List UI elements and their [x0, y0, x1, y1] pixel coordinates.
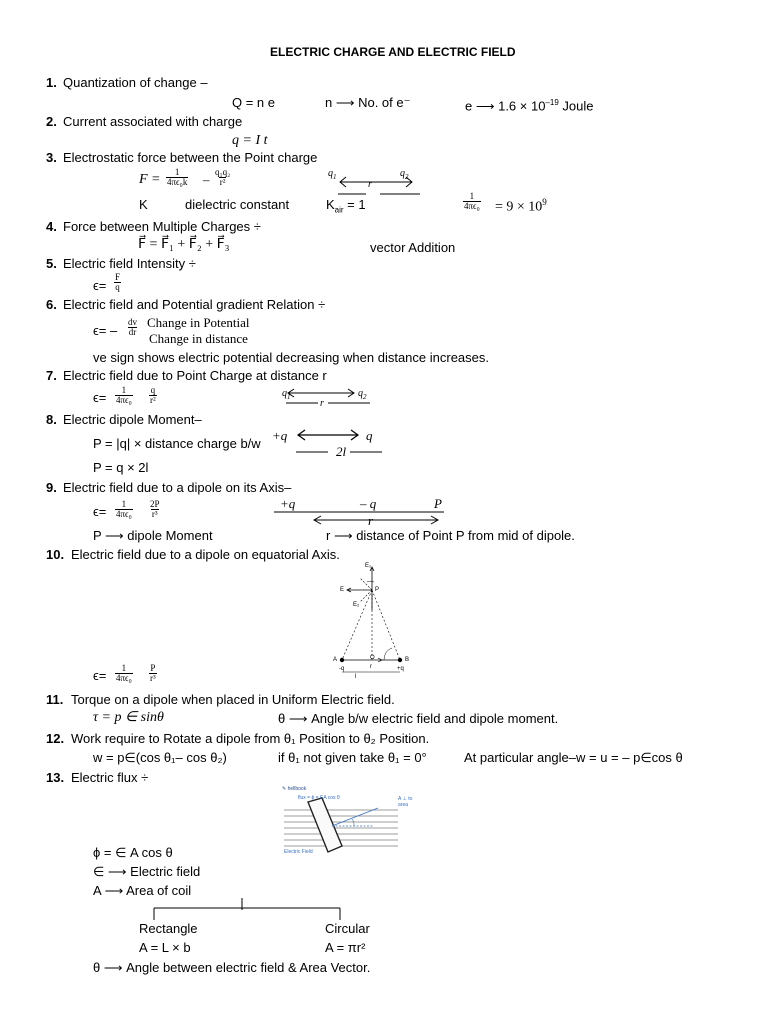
- denominator: 4πϵ₀: [116, 673, 132, 683]
- vector-addition-note: vector Addition: [370, 240, 456, 255]
- q2-label: $q_2$: [400, 168, 409, 181]
- fraction-1-over-4pi-e0-10: [115, 664, 133, 683]
- heading-13: Electric flux ÷: [71, 770, 149, 785]
- e-value: e ⟶ 1.6 × 10: [465, 98, 546, 114]
- fraction-q1q2-over-r2: [214, 168, 231, 187]
- heading-8: Electric dipole Moment–: [63, 412, 202, 427]
- plus-q-label: +q: [272, 428, 288, 443]
- eq-torque: τ = p ∈ sinθ: [93, 710, 164, 725]
- item-number-13: 13.: [46, 770, 65, 785]
- k-air: $K_{air} = 1$: [326, 197, 366, 215]
- circular-area-eq: A = πr²: [325, 940, 366, 955]
- eq-flux: ϕ = ∈ A cos θ: [93, 845, 173, 860]
- q1-label: $q_1$: [328, 168, 337, 181]
- item-number-1: 1.: [46, 75, 57, 90]
- area-def: A ⟶ Area of coil: [93, 883, 192, 898]
- epsilon-eq-10: ϵ=: [93, 668, 107, 683]
- theta-area-note: θ ⟶ Angle between electric field & Area Vector.: [93, 960, 371, 975]
- epsilon-eq-6: ϵ= –: [93, 323, 118, 338]
- fraction-1-over-4pi-e0k: [166, 168, 188, 187]
- e-definition: [465, 95, 594, 114]
- fig-l: l: [355, 674, 357, 680]
- e-exponent: –19: [545, 98, 559, 107]
- eq-quantization: Q = n e: [232, 95, 275, 110]
- item-number-3: 3.: [46, 150, 57, 165]
- fig-minus-q: -q: [339, 666, 345, 672]
- heading-3: Electrostatic force between the Point charge: [63, 150, 318, 165]
- denominator: 4πϵ₀k: [167, 177, 188, 187]
- flux-angle-note: A ⊥ to area: [398, 796, 413, 808]
- heading-2: Current associated with charge: [63, 114, 243, 129]
- circular-label: Circular: [325, 921, 370, 936]
- item-number-6: 6.: [46, 297, 57, 312]
- denominator: 4πϵ₀: [116, 395, 132, 405]
- p-definition: P ⟶ dipole Moment: [93, 528, 213, 543]
- heading-1: Quantization of change –: [63, 75, 208, 90]
- item-number-7: 7.: [46, 368, 57, 383]
- item-number-8: 8.: [46, 412, 57, 427]
- rectangle-area-eq: A = L × b: [139, 940, 191, 955]
- eq-force-F: F =: [139, 172, 161, 187]
- flux-brand: ✎ hellbook: [282, 786, 307, 792]
- ve-sign-note: ve sign shows electric potential decreasing when distance increases.: [93, 350, 489, 365]
- heading-4: Force between Multiple Charges ÷: [63, 219, 261, 234]
- fraction-dv-over-dr: [127, 318, 138, 337]
- epsilon-eq-9: ϵ=: [93, 504, 107, 519]
- dielectric-label: dielectric constant: [185, 197, 290, 212]
- numerator: q₁q₂: [215, 167, 231, 177]
- point-P-label-9: P: [434, 496, 442, 511]
- heading-12: Work require to Rotate a dipole from θ₁ Position to θ₂ Position.: [71, 731, 430, 746]
- denominator: q: [115, 282, 120, 292]
- eq-current: q = I t: [232, 133, 268, 148]
- flux-field-label: Electric Field: [284, 849, 313, 855]
- heading-10: Electric field due to a dipole on equatorial Axis.: [71, 547, 340, 562]
- r-label-7: r: [320, 398, 324, 409]
- numerator: q: [150, 385, 156, 395]
- heading-7: Electric field due to Point Charge at distance r: [63, 368, 327, 383]
- numerator: F: [115, 272, 121, 282]
- item-number-9: 9.: [46, 480, 57, 495]
- fig-A: A: [333, 657, 338, 663]
- denominator: dr: [128, 327, 137, 337]
- heading-5: Electric field Intensity ÷: [63, 256, 196, 271]
- minus-sign: –: [203, 172, 210, 187]
- denominator: 4πϵ₀: [116, 509, 132, 519]
- numerator: dv: [128, 317, 137, 327]
- numerator: 1: [121, 499, 127, 509]
- heading-9: Electric field due to a dipole on its Axis–: [63, 480, 292, 495]
- item-number-5: 5.: [46, 256, 57, 271]
- fig-P: P: [375, 587, 380, 593]
- numerator: 1: [174, 167, 180, 177]
- denominator: 4πϵ₀: [464, 201, 480, 211]
- minus-q-label-9: – q: [360, 496, 377, 511]
- plus-q-label-9: +q: [280, 496, 296, 511]
- r-definition: r ⟶ distance of Point P from mid of dipole.: [326, 528, 575, 543]
- q1-label-7: $q_1$: [282, 388, 291, 401]
- denominator: r³: [150, 673, 156, 683]
- fig-r: r: [370, 664, 372, 670]
- q-label-8: q: [366, 428, 373, 443]
- change-in-distance: Change in distance: [149, 331, 248, 346]
- particular-angle-note: At particular angle–w = u = – p∈cos θ: [464, 750, 683, 765]
- item-number-4: 4.: [46, 219, 57, 234]
- numerator: 1: [121, 663, 127, 673]
- fraction-2P-over-r3: [149, 500, 161, 519]
- item-number-10: 10.: [46, 547, 65, 562]
- fig-plus-q: +q: [397, 666, 404, 672]
- fraction-F-over-q: [114, 273, 121, 292]
- fraction-1-over-4pi-e0-9: [115, 500, 133, 519]
- item-number-12: 12.: [46, 731, 65, 746]
- r-label: r: [368, 179, 372, 190]
- item-number-11: 11.: [46, 692, 64, 707]
- eq-vector-force: F⃗ = F⃗₁ + F⃗₂ + F⃗₃: [138, 237, 230, 252]
- rectangle-label: Rectangle: [139, 921, 198, 936]
- heading-6: Electric field and Potential gradient Relation ÷: [63, 297, 326, 312]
- 2l-label: 2l: [336, 444, 347, 459]
- fig-E: E: [340, 587, 345, 593]
- numerator: 1: [121, 385, 127, 395]
- epsilon-eq-7: ϵ=: [93, 390, 107, 405]
- numerator: 2P: [150, 499, 160, 509]
- page-title: ELECTRIC CHARGE AND ELECTRIC FIELD: [270, 45, 516, 59]
- e-field-def: ∈ ⟶ Electric field: [93, 864, 201, 879]
- fraction-1-over-4pi-e0-7: [115, 386, 133, 405]
- coulomb-constant: = $9 \times 10^9$: [495, 197, 547, 215]
- fig-E2: E₂: [353, 602, 360, 608]
- distance-arrow-diagram: [336, 174, 426, 198]
- item-number-2: 2.: [46, 114, 57, 129]
- theta-note-11: θ ⟶ Angle b/w electric field and dipole moment.: [278, 711, 559, 726]
- fraction-q-over-r2: [149, 386, 157, 405]
- r-label-9: r: [368, 513, 374, 528]
- fig-B: B: [405, 657, 410, 663]
- q2-label-7: $q_2$: [358, 388, 367, 401]
- dipole-moment-def: P = |q| × distance charge b/w: [93, 436, 261, 451]
- dipole-moment-eq: P = q × 2l: [93, 460, 149, 475]
- theta1-note: if θ₁ not given take θ₁ = 0°: [278, 750, 427, 765]
- denominator: r²: [150, 395, 156, 405]
- numerator: P: [150, 663, 156, 673]
- flux-formula: flux = ϕ = EA cos θ: [298, 795, 340, 801]
- dipole-arrow-8: [296, 430, 366, 460]
- numerator: 1: [469, 191, 475, 201]
- fraction-1-over-4pi-e0: [463, 192, 481, 211]
- fig-E1: E₁: [365, 563, 372, 569]
- fraction-P-over-r3: [149, 664, 157, 683]
- e-unit: Joule: [558, 98, 594, 114]
- distance-arrow-diagram-7: [284, 389, 374, 409]
- eq-work: w = p∈(cos θ₁– cos θ₂): [93, 750, 227, 765]
- fig-O: O: [370, 655, 375, 661]
- area-tree-diagram: [150, 898, 350, 920]
- axis-distance-diagram: [274, 510, 454, 530]
- epsilon-eq-5: ϵ=: [93, 278, 107, 293]
- denominator: r³: [151, 509, 158, 519]
- heading-11: Torque on a dipole when placed in Uniform Electric field.: [71, 692, 395, 707]
- change-in-potential: Change in Potential: [147, 315, 250, 330]
- n-definition: n ⟶ No. of e⁻: [325, 95, 411, 110]
- denominator: r²: [219, 177, 226, 187]
- k-symbol: K: [139, 197, 148, 212]
